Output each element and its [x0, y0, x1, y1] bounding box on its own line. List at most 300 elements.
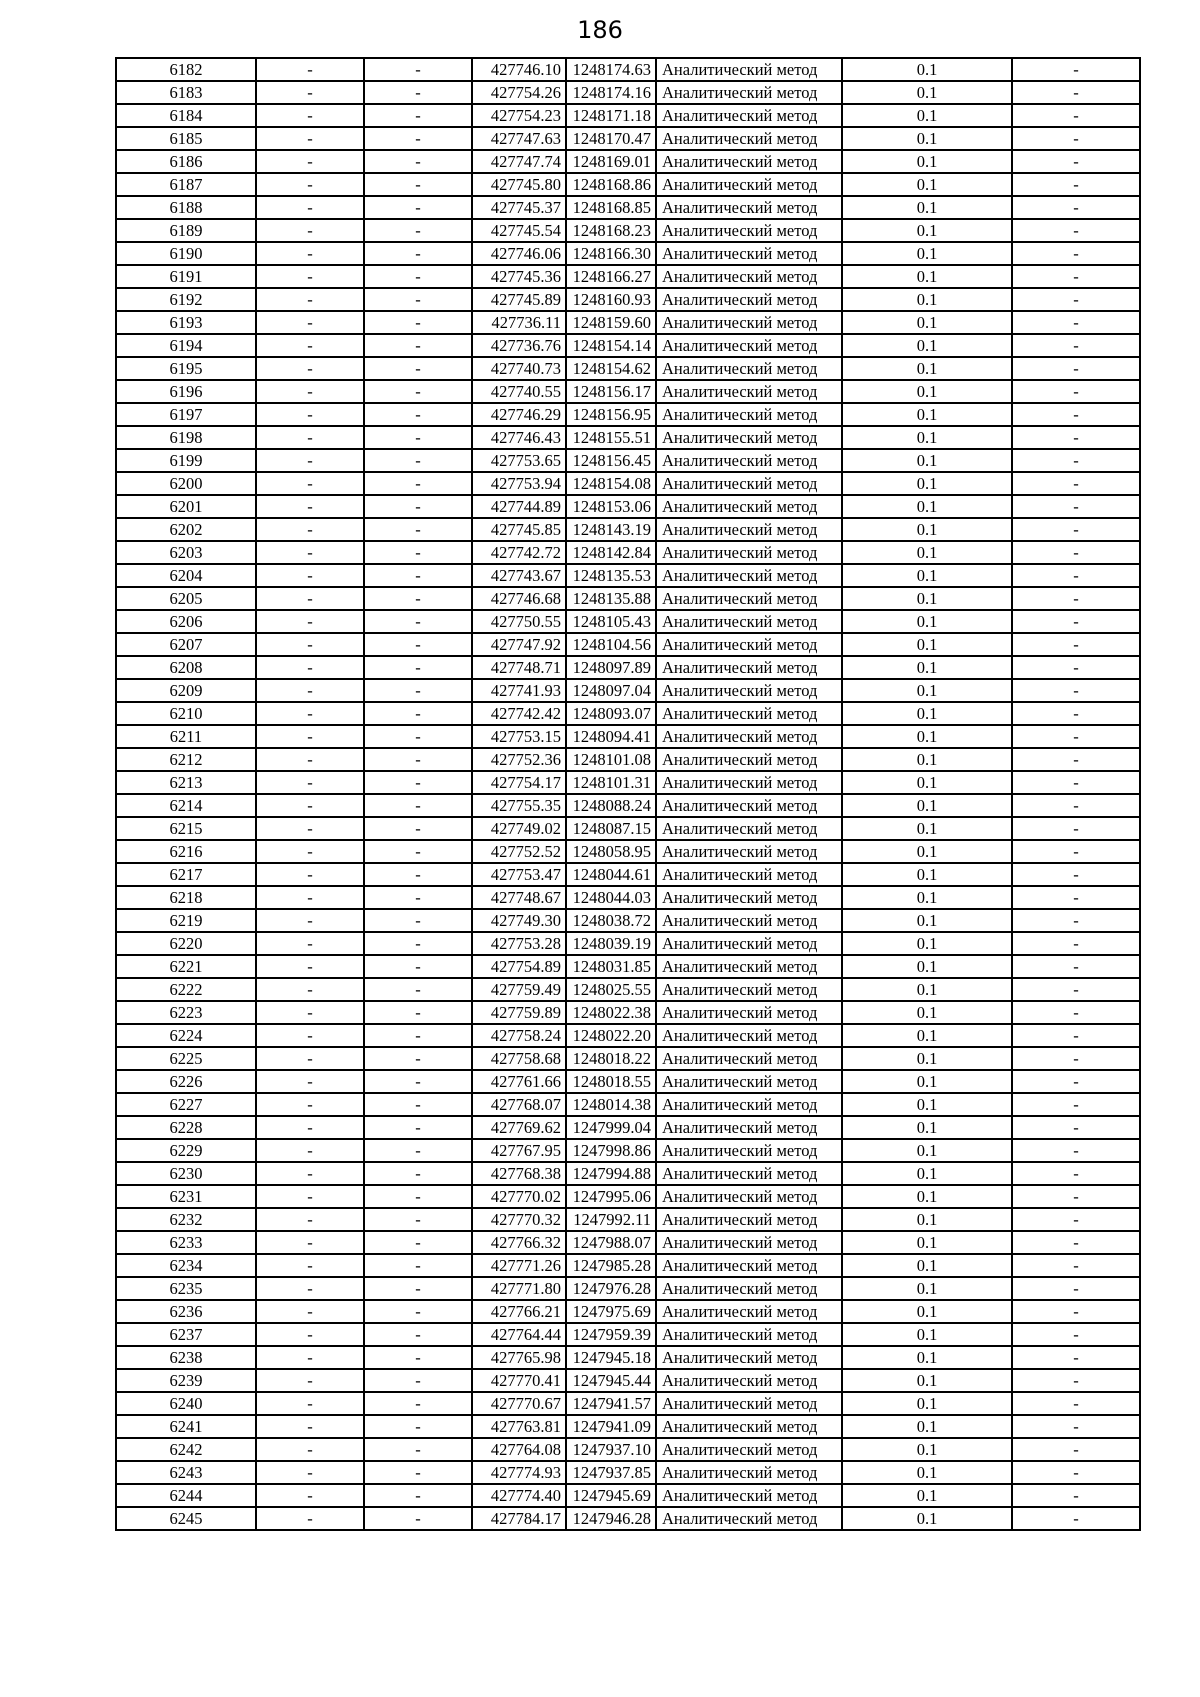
x-coordinate-cell: 427767.95 [472, 1139, 566, 1162]
accuracy-cell: 0.1 [842, 587, 1012, 610]
blank-cell-c: - [1012, 1461, 1140, 1484]
blank-cell-b: - [364, 1415, 472, 1438]
blank-cell-a: - [256, 909, 364, 932]
table-row [116, 1024, 1140, 1047]
y-coordinate-cell: 1247976.28 [566, 1277, 656, 1300]
x-coordinate-cell: 427736.76 [472, 334, 566, 357]
blank-cell-b: - [364, 357, 472, 380]
blank-cell-a: - [256, 1047, 364, 1070]
method-cell: Аналитический метод [656, 1484, 842, 1507]
x-coordinate-cell: 427770.67 [472, 1392, 566, 1415]
method-cell: Аналитический метод [656, 725, 842, 748]
blank-cell-c: - [1012, 932, 1140, 955]
point-number-cell: 6237 [116, 1323, 256, 1346]
blank-cell-a: - [256, 1415, 364, 1438]
method-cell: Аналитический метод [656, 357, 842, 380]
blank-cell-a: - [256, 679, 364, 702]
blank-cell-a: - [256, 840, 364, 863]
blank-cell-c: - [1012, 1047, 1140, 1070]
x-coordinate-cell: 427758.24 [472, 1024, 566, 1047]
blank-cell-a: - [256, 1024, 364, 1047]
table-row [116, 1001, 1140, 1024]
point-number-cell: 6240 [116, 1392, 256, 1415]
y-coordinate-cell: 1248058.95 [566, 840, 656, 863]
method-cell: Аналитический метод [656, 1093, 842, 1116]
point-number-cell: 6192 [116, 288, 256, 311]
blank-cell-a: - [256, 564, 364, 587]
point-number-cell: 6243 [116, 1461, 256, 1484]
table-row [116, 1185, 1140, 1208]
point-number-cell: 6206 [116, 610, 256, 633]
point-number-cell: 6234 [116, 1254, 256, 1277]
x-coordinate-cell: 427740.55 [472, 380, 566, 403]
blank-cell-c: - [1012, 1438, 1140, 1461]
accuracy-cell: 0.1 [842, 1461, 1012, 1484]
method-cell: Аналитический метод [656, 1231, 842, 1254]
y-coordinate-cell: 1248018.22 [566, 1047, 656, 1070]
y-coordinate-cell: 1248159.60 [566, 311, 656, 334]
method-cell: Аналитический метод [656, 771, 842, 794]
accuracy-cell: 0.1 [842, 1116, 1012, 1139]
method-cell: Аналитический метод [656, 1162, 842, 1185]
accuracy-cell: 0.1 [842, 1323, 1012, 1346]
method-cell: Аналитический метод [656, 1047, 842, 1070]
blank-cell-b: - [364, 932, 472, 955]
table-row [116, 1208, 1140, 1231]
x-coordinate-cell: 427745.85 [472, 518, 566, 541]
accuracy-cell: 0.1 [842, 357, 1012, 380]
accuracy-cell: 0.1 [842, 1392, 1012, 1415]
y-coordinate-cell: 1248174.16 [566, 81, 656, 104]
accuracy-cell: 0.1 [842, 932, 1012, 955]
method-cell: Аналитический метод [656, 265, 842, 288]
accuracy-cell: 0.1 [842, 564, 1012, 587]
blank-cell-b: - [364, 610, 472, 633]
blank-cell-b: - [364, 1070, 472, 1093]
table-row [116, 1277, 1140, 1300]
blank-cell-a: - [256, 1231, 364, 1254]
x-coordinate-cell: 427742.42 [472, 702, 566, 725]
accuracy-cell: 0.1 [842, 495, 1012, 518]
x-coordinate-cell: 427736.11 [472, 311, 566, 334]
accuracy-cell: 0.1 [842, 1254, 1012, 1277]
method-cell: Аналитический метод [656, 587, 842, 610]
blank-cell-b: - [364, 909, 472, 932]
y-coordinate-cell: 1247941.09 [566, 1415, 656, 1438]
table-row [116, 702, 1140, 725]
blank-cell-b: - [364, 219, 472, 242]
accuracy-cell: 0.1 [842, 909, 1012, 932]
table-row [116, 242, 1140, 265]
accuracy-cell: 0.1 [842, 1438, 1012, 1461]
blank-cell-a: - [256, 702, 364, 725]
x-coordinate-cell: 427771.26 [472, 1254, 566, 1277]
point-number-cell: 6228 [116, 1116, 256, 1139]
table-row [116, 886, 1140, 909]
point-number-cell: 6226 [116, 1070, 256, 1093]
table-row [116, 426, 1140, 449]
blank-cell-b: - [364, 1047, 472, 1070]
point-number-cell: 6211 [116, 725, 256, 748]
point-number-cell: 6199 [116, 449, 256, 472]
y-coordinate-cell: 1248156.95 [566, 403, 656, 426]
accuracy-cell: 0.1 [842, 610, 1012, 633]
x-coordinate-cell: 427774.93 [472, 1461, 566, 1484]
blank-cell-b: - [364, 426, 472, 449]
x-coordinate-cell: 427758.68 [472, 1047, 566, 1070]
point-number-cell: 6209 [116, 679, 256, 702]
blank-cell-c: - [1012, 610, 1140, 633]
blank-cell-b: - [364, 127, 472, 150]
blank-cell-b: - [364, 679, 472, 702]
x-coordinate-cell: 427769.62 [472, 1116, 566, 1139]
blank-cell-a: - [256, 771, 364, 794]
accuracy-cell: 0.1 [842, 150, 1012, 173]
blank-cell-b: - [364, 633, 472, 656]
blank-cell-a: - [256, 1507, 364, 1530]
blank-cell-a: - [256, 58, 364, 81]
method-cell: Аналитический метод [656, 909, 842, 932]
point-number-cell: 6245 [116, 1507, 256, 1530]
method-cell: Аналитический метод [656, 1438, 842, 1461]
blank-cell-c: - [1012, 748, 1140, 771]
x-coordinate-cell: 427759.49 [472, 978, 566, 1001]
method-cell: Аналитический метод [656, 932, 842, 955]
method-cell: Аналитический метод [656, 449, 842, 472]
blank-cell-c: - [1012, 173, 1140, 196]
y-coordinate-cell: 1248101.08 [566, 748, 656, 771]
blank-cell-c: - [1012, 357, 1140, 380]
accuracy-cell: 0.1 [842, 472, 1012, 495]
blank-cell-b: - [364, 1208, 472, 1231]
x-coordinate-cell: 427754.17 [472, 771, 566, 794]
y-coordinate-cell: 1248014.38 [566, 1093, 656, 1116]
blank-cell-c: - [1012, 426, 1140, 449]
y-coordinate-cell: 1247941.57 [566, 1392, 656, 1415]
blank-cell-b: - [364, 1254, 472, 1277]
blank-cell-c: - [1012, 886, 1140, 909]
point-number-cell: 6203 [116, 541, 256, 564]
accuracy-cell: 0.1 [842, 863, 1012, 886]
blank-cell-a: - [256, 1277, 364, 1300]
blank-cell-c: - [1012, 587, 1140, 610]
blank-cell-c: - [1012, 1300, 1140, 1323]
x-coordinate-cell: 427740.73 [472, 357, 566, 380]
accuracy-cell: 0.1 [842, 817, 1012, 840]
x-coordinate-cell: 427770.32 [472, 1208, 566, 1231]
method-cell: Аналитический метод [656, 656, 842, 679]
blank-cell-b: - [364, 449, 472, 472]
blank-cell-c: - [1012, 380, 1140, 403]
blank-cell-c: - [1012, 702, 1140, 725]
blank-cell-b: - [364, 1277, 472, 1300]
point-number-cell: 6196 [116, 380, 256, 403]
accuracy-cell: 0.1 [842, 1208, 1012, 1231]
point-number-cell: 6221 [116, 955, 256, 978]
blank-cell-a: - [256, 955, 364, 978]
blank-cell-a: - [256, 541, 364, 564]
method-cell: Аналитический метод [656, 403, 842, 426]
y-coordinate-cell: 1248093.07 [566, 702, 656, 725]
table-row [116, 1254, 1140, 1277]
blank-cell-a: - [256, 1369, 364, 1392]
blank-cell-c: - [1012, 633, 1140, 656]
y-coordinate-cell: 1248088.24 [566, 794, 656, 817]
point-number-cell: 6241 [116, 1415, 256, 1438]
y-coordinate-cell: 1248154.08 [566, 472, 656, 495]
accuracy-cell: 0.1 [842, 1300, 1012, 1323]
page-number: 186 [577, 16, 623, 44]
blank-cell-b: - [364, 1461, 472, 1484]
method-cell: Аналитический метод [656, 541, 842, 564]
blank-cell-a: - [256, 748, 364, 771]
blank-cell-c: - [1012, 679, 1140, 702]
method-cell: Аналитический метод [656, 334, 842, 357]
table-row [116, 81, 1140, 104]
x-coordinate-cell: 427750.55 [472, 610, 566, 633]
blank-cell-c: - [1012, 1139, 1140, 1162]
method-cell: Аналитический метод [656, 794, 842, 817]
table-row [116, 564, 1140, 587]
point-number-cell: 6205 [116, 587, 256, 610]
point-number-cell: 6207 [116, 633, 256, 656]
table-row [116, 403, 1140, 426]
x-coordinate-cell: 427755.35 [472, 794, 566, 817]
blank-cell-c: - [1012, 1254, 1140, 1277]
method-cell: Аналитический метод [656, 518, 842, 541]
y-coordinate-cell: 1247937.10 [566, 1438, 656, 1461]
blank-cell-c: - [1012, 1162, 1140, 1185]
blank-cell-a: - [256, 1346, 364, 1369]
y-coordinate-cell: 1248171.18 [566, 104, 656, 127]
accuracy-cell: 0.1 [842, 127, 1012, 150]
point-number-cell: 6185 [116, 127, 256, 150]
blank-cell-c: - [1012, 909, 1140, 932]
table-row [116, 1392, 1140, 1415]
y-coordinate-cell: 1248156.17 [566, 380, 656, 403]
blank-cell-a: - [256, 242, 364, 265]
blank-cell-b: - [364, 771, 472, 794]
blank-cell-c: - [1012, 242, 1140, 265]
y-coordinate-cell: 1248105.43 [566, 610, 656, 633]
blank-cell-a: - [256, 288, 364, 311]
y-coordinate-cell: 1248104.56 [566, 633, 656, 656]
point-number-cell: 6222 [116, 978, 256, 1001]
x-coordinate-cell: 427746.68 [472, 587, 566, 610]
blank-cell-c: - [1012, 1231, 1140, 1254]
blank-cell-c: - [1012, 564, 1140, 587]
point-number-cell: 6183 [116, 81, 256, 104]
blank-cell-b: - [364, 1438, 472, 1461]
accuracy-cell: 0.1 [842, 1093, 1012, 1116]
table-row [116, 748, 1140, 771]
blank-cell-c: - [1012, 978, 1140, 1001]
method-cell: Аналитический метод [656, 1139, 842, 1162]
blank-cell-a: - [256, 1185, 364, 1208]
point-number-cell: 6204 [116, 564, 256, 587]
blank-cell-a: - [256, 518, 364, 541]
table-row [116, 265, 1140, 288]
blank-cell-a: - [256, 932, 364, 955]
accuracy-cell: 0.1 [842, 656, 1012, 679]
blank-cell-a: - [256, 725, 364, 748]
point-number-cell: 6231 [116, 1185, 256, 1208]
accuracy-cell: 0.1 [842, 1047, 1012, 1070]
method-cell: Аналитический метод [656, 150, 842, 173]
accuracy-cell: 0.1 [842, 955, 1012, 978]
point-number-cell: 6182 [116, 58, 256, 81]
blank-cell-a: - [256, 587, 364, 610]
accuracy-cell: 0.1 [842, 426, 1012, 449]
accuracy-cell: 0.1 [842, 311, 1012, 334]
blank-cell-c: - [1012, 955, 1140, 978]
blank-cell-c: - [1012, 219, 1140, 242]
blank-cell-b: - [364, 173, 472, 196]
y-coordinate-cell: 1247992.11 [566, 1208, 656, 1231]
method-cell: Аналитический метод [656, 380, 842, 403]
table-row [116, 1507, 1140, 1530]
point-number-cell: 6235 [116, 1277, 256, 1300]
blank-cell-a: - [256, 1070, 364, 1093]
point-number-cell: 6190 [116, 242, 256, 265]
y-coordinate-cell: 1248168.86 [566, 173, 656, 196]
point-number-cell: 6236 [116, 1300, 256, 1323]
blank-cell-a: - [256, 357, 364, 380]
x-coordinate-cell: 427745.37 [472, 196, 566, 219]
table-row [116, 725, 1140, 748]
blank-cell-c: - [1012, 104, 1140, 127]
x-coordinate-cell: 427768.38 [472, 1162, 566, 1185]
blank-cell-b: - [364, 472, 472, 495]
blank-cell-a: - [256, 472, 364, 495]
table-row [116, 679, 1140, 702]
y-coordinate-cell: 1248022.20 [566, 1024, 656, 1047]
accuracy-cell: 0.1 [842, 633, 1012, 656]
table-row [116, 334, 1140, 357]
method-cell: Аналитический метод [656, 1507, 842, 1530]
point-number-cell: 6238 [116, 1346, 256, 1369]
blank-cell-b: - [364, 495, 472, 518]
blank-cell-a: - [256, 1139, 364, 1162]
method-cell: Аналитический метод [656, 1300, 842, 1323]
table-row [116, 1116, 1140, 1139]
blank-cell-b: - [364, 1001, 472, 1024]
y-coordinate-cell: 1248087.15 [566, 817, 656, 840]
x-coordinate-cell: 427744.89 [472, 495, 566, 518]
method-cell: Аналитический метод [656, 173, 842, 196]
blank-cell-c: - [1012, 1369, 1140, 1392]
table-row [116, 610, 1140, 633]
x-coordinate-cell: 427745.36 [472, 265, 566, 288]
x-coordinate-cell: 427766.21 [472, 1300, 566, 1323]
blank-cell-a: - [256, 127, 364, 150]
blank-cell-c: - [1012, 1392, 1140, 1415]
method-cell: Аналитический метод [656, 495, 842, 518]
point-number-cell: 6242 [116, 1438, 256, 1461]
x-coordinate-cell: 427764.08 [472, 1438, 566, 1461]
accuracy-cell: 0.1 [842, 1001, 1012, 1024]
blank-cell-b: - [364, 1300, 472, 1323]
blank-cell-a: - [256, 403, 364, 426]
blank-cell-b: - [364, 587, 472, 610]
x-coordinate-cell: 427763.81 [472, 1415, 566, 1438]
point-number-cell: 6198 [116, 426, 256, 449]
point-number-cell: 6225 [116, 1047, 256, 1070]
method-cell: Аналитический метод [656, 633, 842, 656]
table-row [116, 219, 1140, 242]
blank-cell-b: - [364, 518, 472, 541]
blank-cell-b: - [364, 725, 472, 748]
x-coordinate-cell: 427752.52 [472, 840, 566, 863]
x-coordinate-cell: 427746.29 [472, 403, 566, 426]
x-coordinate-cell: 427766.32 [472, 1231, 566, 1254]
accuracy-cell: 0.1 [842, 81, 1012, 104]
blank-cell-a: - [256, 633, 364, 656]
blank-cell-a: - [256, 1484, 364, 1507]
point-number-cell: 6244 [116, 1484, 256, 1507]
point-number-cell: 6191 [116, 265, 256, 288]
blank-cell-c: - [1012, 840, 1140, 863]
table-row [116, 978, 1140, 1001]
blank-cell-c: - [1012, 1507, 1140, 1530]
y-coordinate-cell: 1248143.19 [566, 518, 656, 541]
table-row [116, 472, 1140, 495]
x-coordinate-cell: 427761.66 [472, 1070, 566, 1093]
table-row [116, 1323, 1140, 1346]
x-coordinate-cell: 427747.92 [472, 633, 566, 656]
table-row [116, 863, 1140, 886]
method-cell: Аналитический метод [656, 886, 842, 909]
x-coordinate-cell: 427746.43 [472, 426, 566, 449]
coordinates-table [115, 57, 1141, 1531]
x-coordinate-cell: 427753.28 [472, 932, 566, 955]
x-coordinate-cell: 427753.15 [472, 725, 566, 748]
table-row [116, 794, 1140, 817]
blank-cell-b: - [364, 978, 472, 1001]
accuracy-cell: 0.1 [842, 1277, 1012, 1300]
y-coordinate-cell: 1248031.85 [566, 955, 656, 978]
table-row [116, 495, 1140, 518]
blank-cell-b: - [364, 58, 472, 81]
y-coordinate-cell: 1248160.93 [566, 288, 656, 311]
y-coordinate-cell: 1248044.03 [566, 886, 656, 909]
table-row [116, 840, 1140, 863]
table-row [116, 817, 1140, 840]
y-coordinate-cell: 1248044.61 [566, 863, 656, 886]
blank-cell-c: - [1012, 541, 1140, 564]
point-number-cell: 6223 [116, 1001, 256, 1024]
table-row [116, 1139, 1140, 1162]
blank-cell-b: - [364, 748, 472, 771]
x-coordinate-cell: 427753.94 [472, 472, 566, 495]
x-coordinate-cell: 427743.67 [472, 564, 566, 587]
blank-cell-b: - [364, 1323, 472, 1346]
blank-cell-b: - [364, 863, 472, 886]
x-coordinate-cell: 427774.40 [472, 1484, 566, 1507]
method-cell: Аналитический метод [656, 242, 842, 265]
method-cell: Аналитический метод [656, 472, 842, 495]
table-row [116, 587, 1140, 610]
accuracy-cell: 0.1 [842, 1346, 1012, 1369]
blank-cell-a: - [256, 150, 364, 173]
blank-cell-c: - [1012, 403, 1140, 426]
x-coordinate-cell: 427747.74 [472, 150, 566, 173]
x-coordinate-cell: 427752.36 [472, 748, 566, 771]
accuracy-cell: 0.1 [842, 173, 1012, 196]
x-coordinate-cell: 427748.71 [472, 656, 566, 679]
y-coordinate-cell: 1247937.85 [566, 1461, 656, 1484]
blank-cell-a: - [256, 656, 364, 679]
